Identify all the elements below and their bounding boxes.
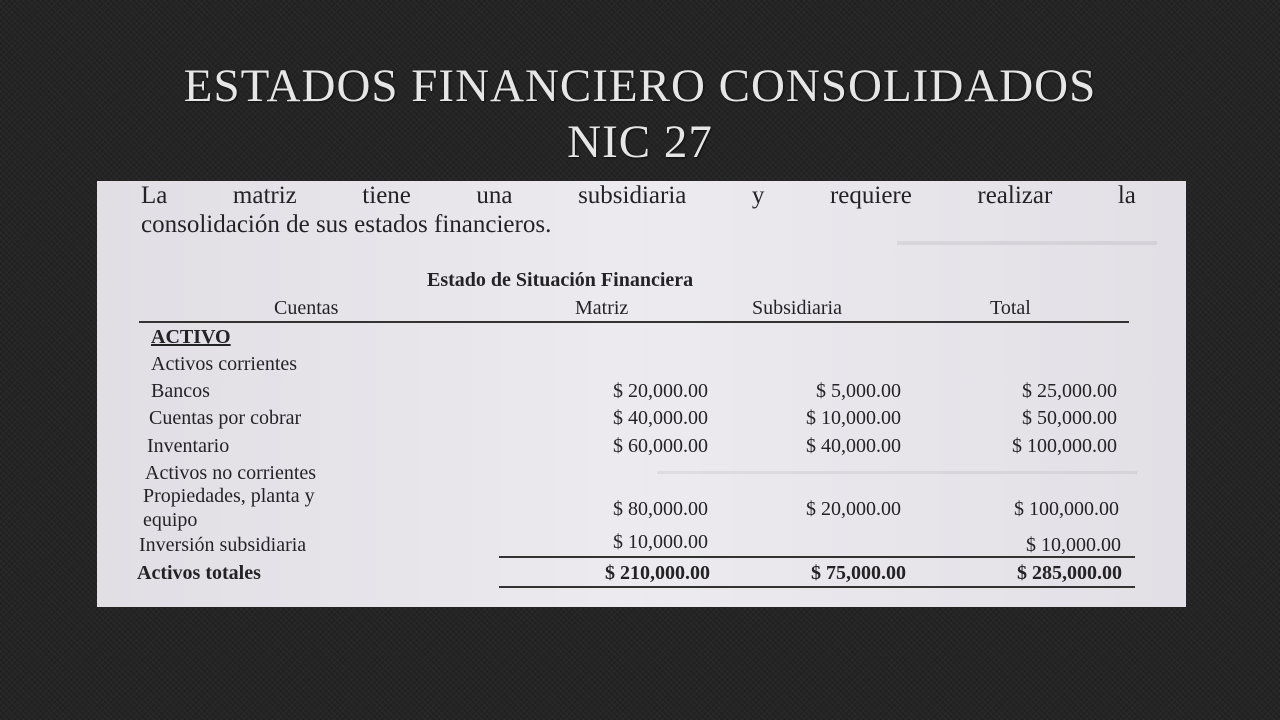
bleed-through-mark xyxy=(657,471,1137,474)
cell-total: $ 100,000.00 xyxy=(1012,435,1117,457)
intro-word: realizar xyxy=(977,182,1053,209)
intro-paragraph xyxy=(141,181,1136,239)
intro-word: La xyxy=(141,182,168,209)
intro-word: una xyxy=(476,182,513,209)
intro-word: matriz xyxy=(232,182,297,209)
cell-matriz: $ 10,000.00 xyxy=(613,531,708,553)
header-rule xyxy=(139,321,1129,323)
totals-total: $ 285,000.00 xyxy=(1017,562,1122,584)
row-label: Inversión subsidiaria xyxy=(139,534,307,556)
cell-total: $ 100,000.00 xyxy=(1014,498,1119,520)
cell-matriz: $ 60,000.00 xyxy=(613,435,708,457)
total-rule xyxy=(499,586,1135,588)
section-activo: ACTIVO xyxy=(151,326,231,348)
cell-total: $ 10,000.00 xyxy=(1026,534,1121,556)
bleed-through-mark xyxy=(897,241,1157,245)
group-activos-no-corrientes: Activos no corrientes xyxy=(145,462,317,484)
totals-subsidiaria: $ 75,000.00 xyxy=(811,562,906,584)
cell-subsidiaria: $ 40,000.00 xyxy=(806,435,901,457)
intro-word: tiene xyxy=(362,182,411,209)
row-label: Inventario xyxy=(147,435,230,457)
cell-subsidiaria: $ 10,000.00 xyxy=(806,407,901,429)
cell-matriz: $ 40,000.00 xyxy=(613,407,708,429)
row-label: Bancos xyxy=(151,380,210,402)
intro-word: subsidiaria xyxy=(578,182,687,209)
header-total: Total xyxy=(990,297,1031,319)
slide-title xyxy=(0,58,1280,170)
document-photo xyxy=(97,181,1186,607)
row-label: Propiedades, planta y xyxy=(143,485,315,507)
totals-matriz: $ 210,000.00 xyxy=(605,562,710,584)
intro-word: y xyxy=(751,182,765,209)
cell-total: $ 25,000.00 xyxy=(1022,380,1117,402)
intro-word: requiere xyxy=(829,182,912,209)
header-subsidiaria: Subsidiaria xyxy=(752,297,842,319)
slide-title-line1: ESTADOS FINANCIERO CONSOLIDADOS xyxy=(183,60,1097,112)
cell-subsidiaria: $ 5,000.00 xyxy=(816,380,901,402)
cell-total: $ 50,000.00 xyxy=(1022,407,1117,429)
intro-line-2: consolidación de sus estados financieros. xyxy=(141,211,552,238)
intro-word: la xyxy=(1117,182,1136,209)
subtotal-rule xyxy=(499,556,1135,558)
row-label-continued: equipo xyxy=(143,509,198,531)
intro-line-1 xyxy=(141,181,1136,210)
cell-matriz: $ 80,000.00 xyxy=(613,498,708,520)
totals-label: Activos totales xyxy=(137,562,261,584)
group-activos-corrientes: Activos corrientes xyxy=(151,353,298,375)
cell-subsidiaria: $ 20,000.00 xyxy=(806,498,901,520)
cell-matriz: $ 20,000.00 xyxy=(613,380,708,402)
table-title: Estado de Situación Financiera xyxy=(427,269,694,291)
header-cuentas: Cuentas xyxy=(274,297,339,319)
header-matriz: Matriz xyxy=(575,297,629,319)
slide-title-line2: NIC 27 xyxy=(567,116,713,168)
row-label: Cuentas por cobrar xyxy=(149,407,302,429)
